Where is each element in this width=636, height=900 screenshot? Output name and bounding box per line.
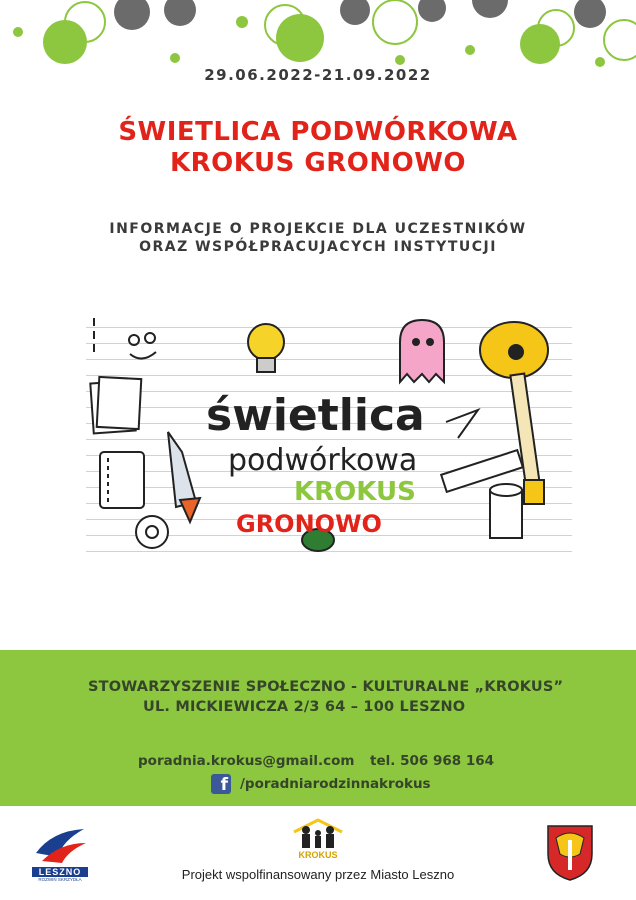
paper-doodle-icon <box>90 377 141 433</box>
planner-icon <box>100 452 144 508</box>
facebook-link[interactable]: /poradniarodzinnakrokus <box>240 776 431 792</box>
illustration-word-krokus: KROKUS <box>294 477 416 507</box>
family-figures-icon <box>290 818 346 850</box>
info-heading-line-1: INFORMACJE O PROJEKCIE DLA UCZESTNIKÓW <box>109 221 527 237</box>
organization-name: STOWARZYSZENIE SPOŁECZNO - KULTURALNE „KROKUS” <box>88 679 564 695</box>
funding-note: Projekt wspolfinansowany przez Miasto Leszno <box>181 867 455 882</box>
organization-address: UL. MICKIEWICZA 2/3 64 – 100 LESZNO <box>143 699 466 715</box>
krokus-logo-text: KROKUS <box>298 850 338 860</box>
main-title-line-1: ŚWIETLICA PODWÓRKOWA <box>118 117 518 147</box>
rocket-icon <box>168 432 200 522</box>
email-link[interactable]: poradnia.krokus@gmail.com <box>138 753 355 769</box>
doodle-illustration <box>86 312 572 560</box>
krokus-logo <box>290 818 346 864</box>
arrow-doodle-icon <box>446 410 478 438</box>
main-title-line-2: KROKUS GRONOWO <box>170 148 466 178</box>
illustration-word-swietlica: świetlica <box>206 390 425 441</box>
leszno-swoosh-icon <box>32 823 88 869</box>
ghost-icon <box>400 320 444 382</box>
facebook-icon: f <box>211 774 231 794</box>
info-heading-line-2: ORAZ WSPÓŁPRACUJACYCH INSTYTUCJI <box>139 239 497 255</box>
illustration-word-podworkowa: podwórkowa <box>228 443 418 478</box>
tape-icon <box>136 516 168 548</box>
date-range: 29.06.2022-21.09.2022 <box>204 66 432 84</box>
can-icon <box>490 484 522 538</box>
phone-number: tel. 506 968 164 <box>370 753 495 769</box>
smiley-doodle-icon <box>129 333 156 359</box>
leszno-logo-subtext: ROZWIŃ SKRZYDŁA <box>38 877 82 882</box>
lightbulb-icon <box>248 324 284 372</box>
leszno-logo-text: LESZNO <box>32 867 88 877</box>
illustration-word-gronowo: GRONOWO <box>236 510 382 538</box>
